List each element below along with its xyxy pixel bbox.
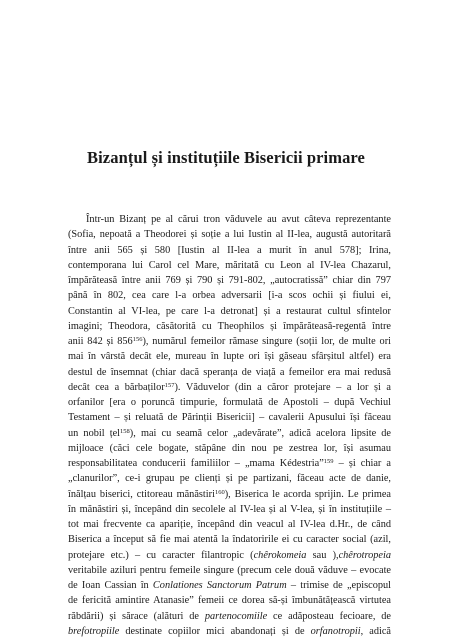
footnote-ref: 159 [323,458,334,465]
text-line [68,227,391,242]
text-line [68,304,391,319]
text-line [68,609,391,624]
text-line [68,502,391,517]
text-run: ). Văduvelor (din a căror protejare – a lor și a [174,381,391,393]
text-line [68,578,391,593]
text-run: protejare etc.) – cu caracter filantropic ( [68,549,254,561]
text-run: tot mai frecvente ca apariție, începând din veacul al IV-lea d.Hr., de când [68,519,391,530]
italic-term: chêrokomeia [253,549,307,561]
text-run: destul de însemnat (chiar dacă speranța de viață a femeilor era mai redusă [68,366,391,378]
text-run: Testament – și reluată de Părinții Bisericii] – cavalerii Apusului își făceau [68,412,391,424]
text-run: responsabilitatea conducerii familiilor – „mama Kédestria” [68,458,324,469]
text-line [68,243,391,258]
text-run: veritabile aziluri pentru femeile singure (precum cele două văduve – evocate [68,564,391,576]
text-run: de fericită amintire Atanasie” femeii ce dorea să-și îmbunătățească virtutea [68,595,391,607]
text-line [68,532,391,547]
text-run: – trimise de „episcopul [286,580,391,591]
footnote-ref: 158 [120,427,130,435]
footnote-ref: 157 [164,381,175,389]
text-run: sau [306,549,333,561]
text-run: de Ioan Cassian în [68,580,153,591]
italic-term: partenocomiile [204,610,268,622]
text-run: ), numărul femeilor rămase singure (soții lor, de multe ori [142,336,391,347]
text-line [68,456,391,471]
text-run: Constantin al VI-lea, pe care l-a detronat] și a restaurat cultul sfintelor [68,305,391,317]
text-run: înălțau biserici, ctitoreau mănăstiri [68,488,215,500]
italic-term: chêrotropeia [338,549,392,561]
text-run: Într-un Bizanț pe al cărui tron văduvele au avut câteva reprezentante [86,214,391,225]
text-line [68,426,391,441]
text-run: decât cea a bărbaților [68,381,165,393]
text-line [68,548,391,563]
text-run: răbdării) și sărace (alături de [68,610,205,622]
text-run: (Sofia, nepoată a Theodorei și soție a lui Iustin al II-lea, augustă autoritară [68,229,391,241]
text-run: un nobil țel [68,427,121,439]
text-run: – și chiar a [333,458,391,469]
text-line [68,517,391,532]
text-line [68,319,391,334]
text-line [68,593,391,608]
text-run: Biserica a început să fie mai atentă la îndatoririle ei cu caracter social (azil, [68,534,391,546]
text-line [68,212,391,227]
text-line [68,471,391,486]
text-run: ), [332,549,339,561]
italic-term: brefotropiile [68,625,120,637]
text-run: ce adăposteau fecioare, de [267,610,391,622]
text-run: „clanurilor”, ce-i grupau pe clienți și pe partizani, făceau acte de danie, [68,473,391,485]
text-line [68,487,391,502]
text-run: orfanilor [era o poruncă timpurie, formulată de Apostoli – după Vechiul [68,397,391,408]
text-line [68,395,391,410]
text-line [68,624,391,639]
footnote-ref: 160 [214,488,225,496]
text-line [68,349,391,364]
text-line [68,334,391,349]
body-text [68,212,391,639]
text-run: anii 842 și 856 [68,336,133,347]
text-line [68,288,391,303]
page-title: Bizanțul și instituțiile Bisericii primare [87,148,365,167]
italic-term: orfanotropii [310,625,361,637]
text-run: împărăteasă între anii 769 și 790 și 791-802, „autocratissă” chiar din 797 [68,275,391,286]
text-run: mijloace (căci cele bogate, stăpâne din nou pe zestrea lor, își asumau [68,442,391,454]
text-run: destinate copiilor mici abandonați și de [119,625,311,637]
italic-term: Conlationes Sanctorum Patrum [152,580,287,591]
text-line [68,380,391,395]
text-line [68,273,391,288]
text-run: contemporana lui Carol cel Mare, măritată cu Leon al IV-lea Chazarul, [68,259,391,271]
text-run: , adică [360,625,391,637]
text-run: imagini; Theodora, căsătorită cu Theophilos și împărăteasă-regentă între [68,320,391,332]
text-line [68,441,391,456]
text-run: ), Biserica le acorda sprijin. Le primea [224,488,392,500]
text-run: în mănăstiri și, începând din secolele al IV-lea și al V-lea, și în instituțiile – [68,503,391,515]
text-line [68,563,391,578]
text-line [68,258,391,273]
footnote-ref: 156 [132,336,143,343]
text-run: ), mai cu seamă celor „adevărate”, adică acelora lipsite de [129,427,392,439]
text-run: între anii 565 și 580 [Iustin al II-lea a murit în anul 578]; Irina, [68,244,391,256]
text-run: mai în vârstă decât ele, mureau în lupte ori își găseau sfârșitul altfel) era [68,351,391,363]
text-line [68,410,391,425]
text-line [68,365,391,380]
text-run: până în 802, cea care l-a orbea adversarii [i-a scos ochii și fiului ei, [68,290,391,302]
